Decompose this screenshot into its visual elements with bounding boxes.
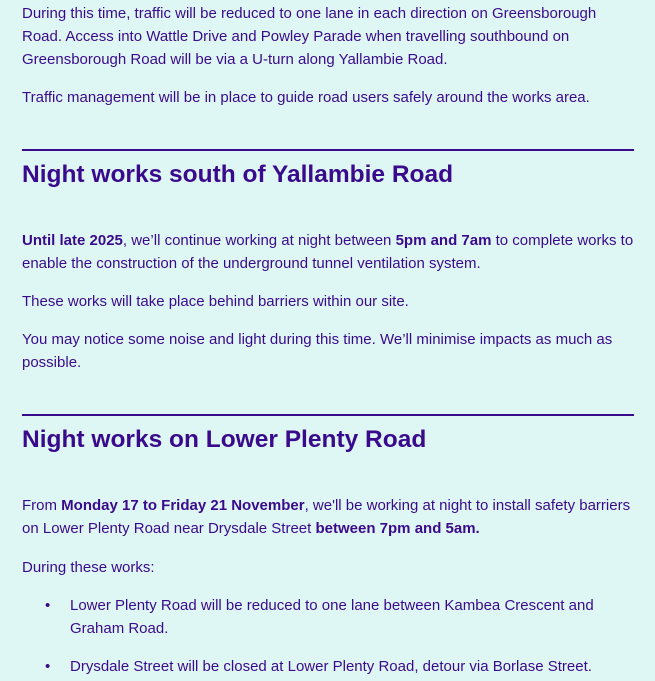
intro-paragraph: During this time, traffic will be reduced to one lane in each direction on Greensborough Road. Access into Wattle Drive and Powley Parade when travelling southbound on Greensborough Road will be via a U-turn along Yallambie Road.: [22, 5, 597, 68]
intro-section: [22, 2, 634, 71]
text-span: to complete works to enable the construction of the underground tunnel ventilation system.: [22, 232, 634, 272]
list-item-text: Lower Plenty Road will be reduced to one lane between Kambea Crescent and Graham Road.: [70, 597, 594, 637]
section2-intro-text: [22, 494, 634, 540]
date-range-bold: Monday 17 to Friday 21 November: [61, 497, 305, 514]
section-heading-container: [22, 425, 634, 455]
time-range-bold: 5pm and 7am: [395, 232, 492, 249]
intro-paragraph-2: Traffic management will be in place to guide road users safely around the works area.: [22, 89, 590, 106]
section1-paragraph-1: [22, 229, 634, 275]
barriers-text: These works will take place behind barriers within our site.: [22, 293, 409, 310]
works-bullet-list: [22, 594, 634, 678]
intro-section-2: [22, 86, 634, 109]
text-span: From: [22, 497, 62, 514]
date-range-bold: Until late 2025: [22, 232, 123, 249]
section2-paragraph-1: [22, 494, 634, 540]
time-range-bold: between 7pm and 5am.: [315, 520, 480, 537]
bullet-list-container: [22, 594, 634, 678]
list-item: [22, 655, 634, 678]
during-works-text: During these works:: [22, 559, 155, 576]
bullet-icon: •: [45, 658, 51, 675]
text-span: , we’ll continue working at night between: [122, 232, 396, 249]
list-item: [22, 594, 634, 640]
section1-paragraph-3: [22, 328, 634, 374]
section1-intro-text: [22, 229, 634, 275]
section1-paragraph-2: [22, 290, 634, 313]
section-divider: [22, 414, 634, 416]
noise-text: You may notice some noise and light during this time. We’ll minimise impacts as much as possible.: [22, 331, 613, 371]
section-heading-yallambie: Night works south of Yallambie Road: [22, 161, 454, 188]
text-span: , we'll be working at night to install safety barriers on Lower Plenty Road near Drysdale Street: [22, 497, 631, 537]
list-item-text: Drysdale Street will be closed at Lower Plenty Road, detour via Borlase Street.: [70, 658, 592, 675]
section-heading-lower-plenty: Night works on Lower Plenty Road: [22, 426, 427, 453]
section-divider: [22, 149, 634, 151]
bullet-icon: •: [45, 597, 51, 614]
section2-paragraph-2: [22, 556, 634, 579]
section-heading-container: [22, 160, 634, 190]
